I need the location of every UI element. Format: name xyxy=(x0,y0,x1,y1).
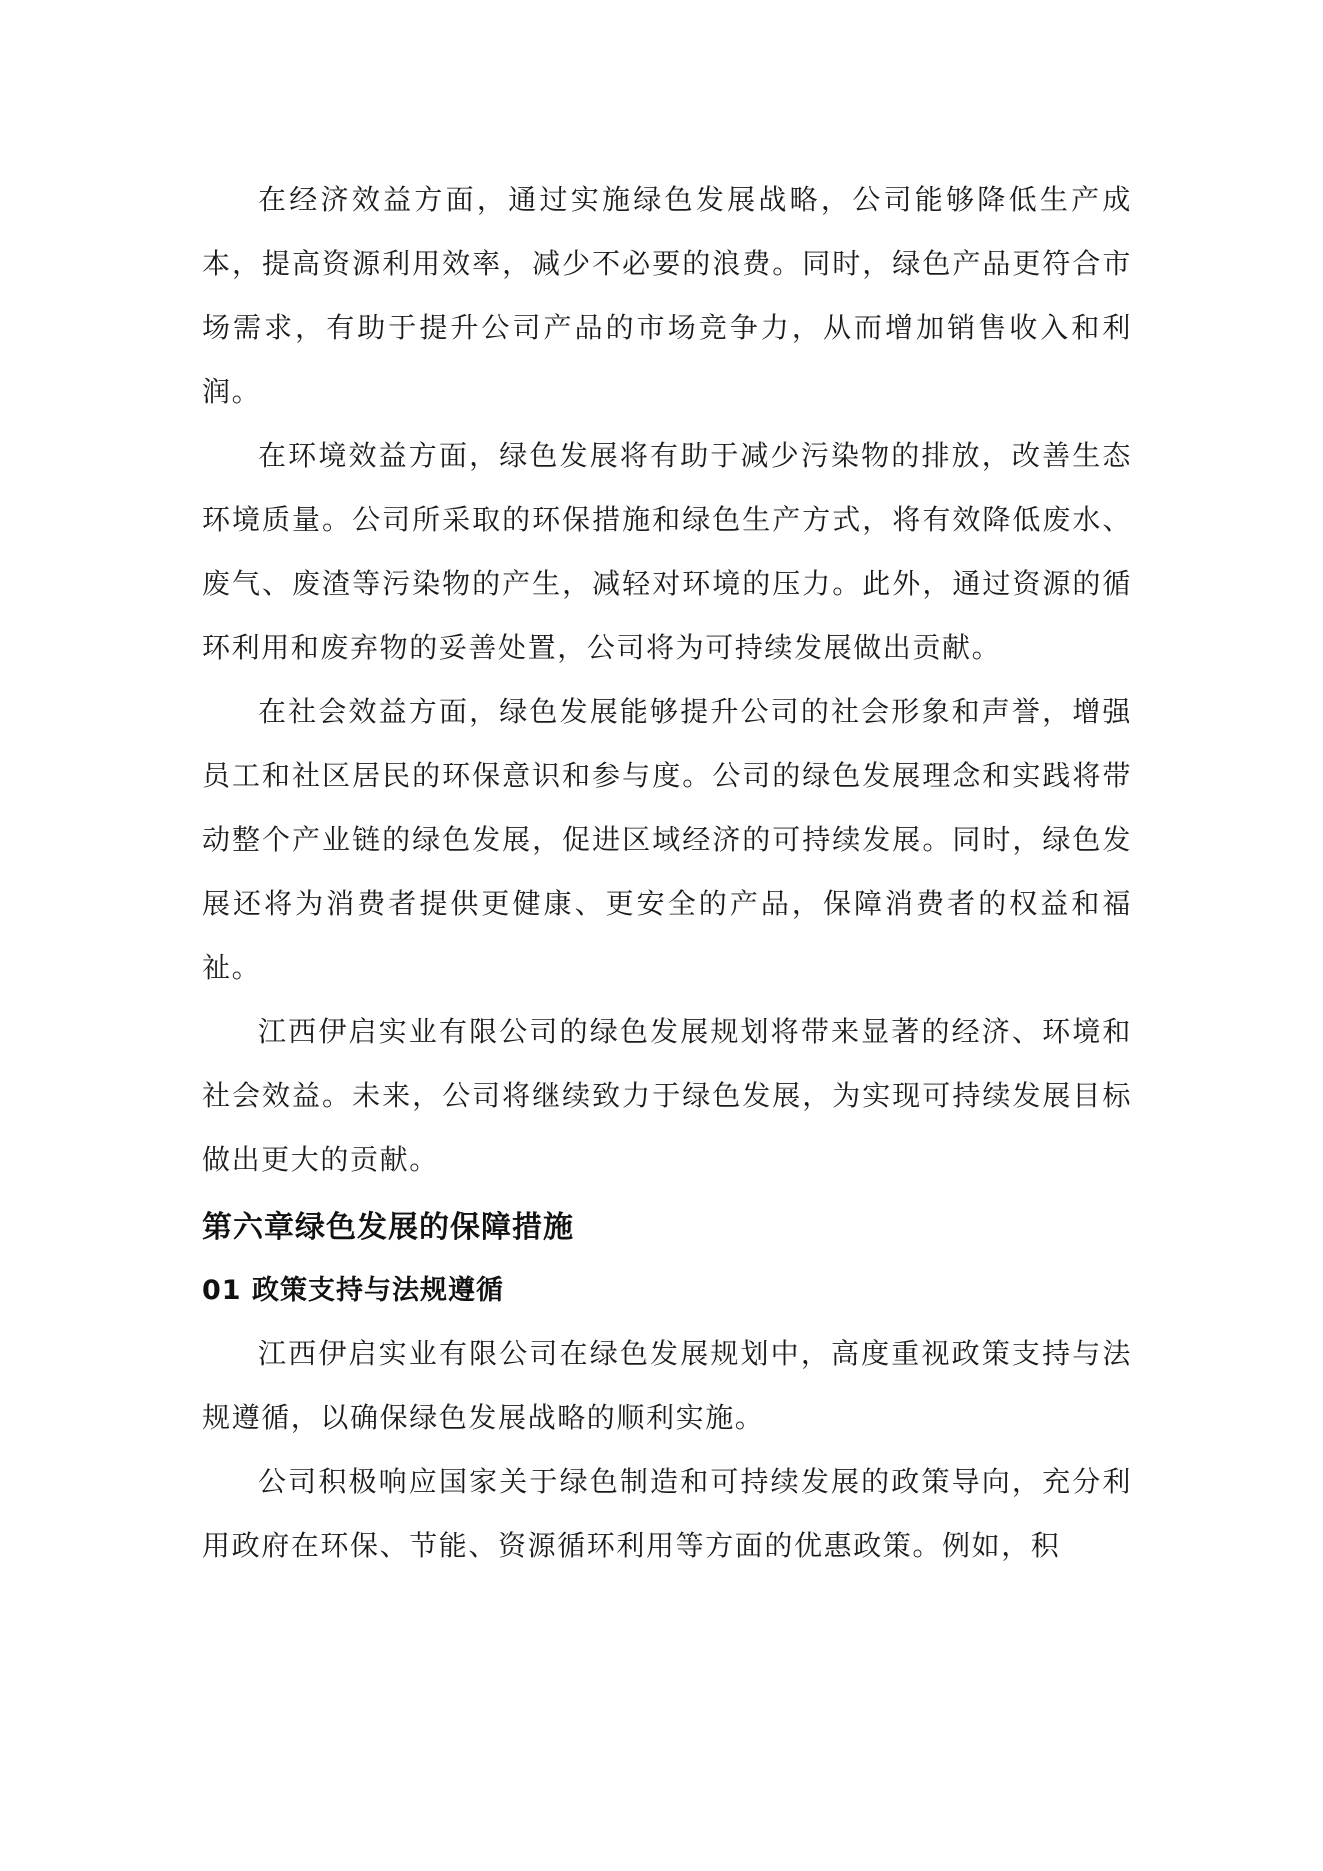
paragraph-policy-intro: 江西伊启实业有限公司在绿色发展规划中，高度重视政策支持与法规遵循，以确保绿色发展战略的顺利实施。 xyxy=(202,1337,1132,1434)
section-title: 01 政策支持与法规遵循 xyxy=(202,1275,504,1306)
paragraph-policy-response: 公司积极响应国家关于绿色制造和可持续发展的政策导向，充分利用政府在环保、节能、资源循环利用等方面的优惠政策。例如，积 xyxy=(202,1465,1132,1562)
chapter-title: 第六章绿色发展的保障措施 xyxy=(202,1210,574,1245)
paragraph-environmental-benefits: 在环境效益方面，绿色发展将有助于减少污染物的排放，改善生态环境质量。公司所采取的环保措施和绿色生产方式，将有效降低废水、废气、废渣等污染物的产生，减轻对环境的压力。此外，通过资源的循环利用和废弃物的妥善处置，公司将为可持续发展做出贡献。 xyxy=(202,439,1132,664)
paragraph-social-benefits: 在社会效益方面，绿色发展能够提升公司的社会形象和声誉，增强员工和社区居民的环保意识和参与度。公司的绿色发展理念和实践将带动整个产业链的绿色发展，促进区域经济的可持续发展。同时，绿色发展还将为消费者提供更健康、更安全的产品，保障消费者的权益和福祉。 xyxy=(202,695,1132,984)
paragraph-summary: 江西伊启实业有限公司的绿色发展规划将带来显著的经济、环境和社会效益。未来，公司将继续致力于绿色发展，为实现可持续发展目标做出更大的贡献。 xyxy=(202,1015,1132,1176)
document-body xyxy=(202,168,1132,1578)
paragraph-economic-benefits: 在经济效益方面，通过实施绿色发展战略，公司能够降低生产成本，提高资源利用效率，减少不必要的浪费。同时，绿色产品更符合市场需求，有助于提升公司产品的市场竞争力，从而增加销售收入和利润。 xyxy=(202,183,1132,408)
